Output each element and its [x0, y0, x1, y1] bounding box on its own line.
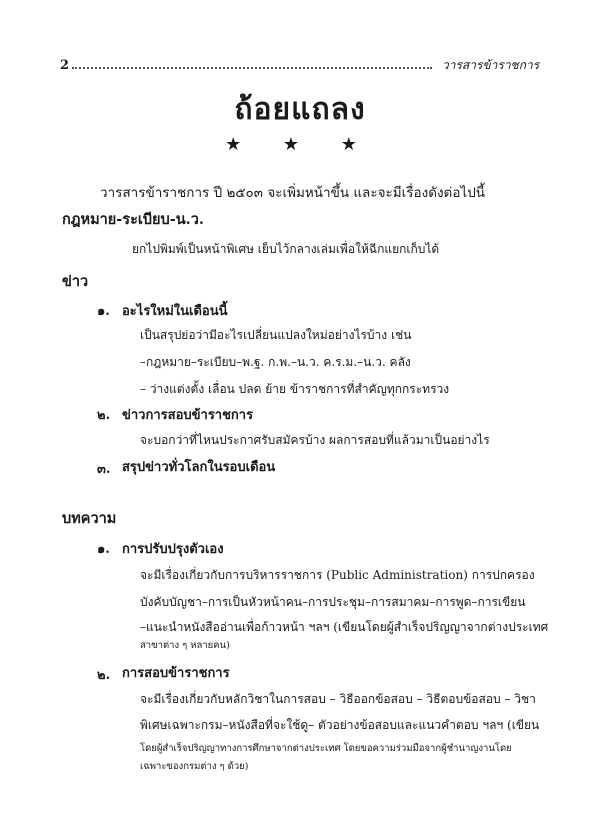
article-item-note: สาขาต่าง ๆ หลายคน) — [140, 640, 230, 651]
intro-text: วารสารข้าราชการ ปี ๒๕๐๓ จะเพิ่มหน้าขึ้น และจะมีเรื่องดังต่อไปนี้ — [100, 185, 486, 201]
news-item-title: อะไรใหม่ในเดือนนี้ — [122, 304, 228, 319]
law-heading: กฎหมาย-ระเบียบ-น.ว. — [62, 211, 204, 228]
article-item-line: บังคับบัญชา–การเป็นหัวหน้าคน–การประชุม–การสมาคม–การพูด–การเขียน — [140, 595, 526, 609]
page-number: 2 — [60, 58, 70, 73]
article-item-title: การสอบข้าราชการ — [122, 666, 230, 681]
article-item-number: ๒. — [97, 668, 111, 683]
news-item-line: จะบอกว่าที่ไหนประกาศรับสมัครบ้าง ผลการสอบที่แล้วมาเป็นอย่างไร — [140, 433, 490, 447]
running-title: วารสารข้าราชการ — [442, 58, 540, 72]
news-item-title: สรุปข่าวทั่วโลกในรอบเดือน — [122, 460, 276, 475]
article-item-note: เฉพาะของกรมต่าง ๆ ด้วย) — [140, 761, 249, 772]
header-dotted-rule — [72, 67, 432, 69]
law-text: ยกไปพิมพ์เป็นหน้าพิเศษ เย็บไว้กลางเล่มเพื่อให้ฉีกแยกเก็บได้ — [132, 242, 440, 256]
news-item-number: ๒. — [97, 408, 111, 423]
articles-heading: บทความ — [62, 510, 117, 527]
news-item-title: ข่าวการสอบข้าราชการ — [122, 408, 254, 423]
news-heading: ข่าว — [62, 273, 89, 290]
article-item-note: โดยผู้สำเร็จปริญญาทางการศึกษาจากต่างประเทศ โดยขอความร่วมมือจากผู้ชำนาญงานโดย — [140, 743, 512, 754]
page-title: ถ้อยแถลง — [234, 92, 366, 127]
news-item-line: –กฎหมาย–ระเบียบ–พ.ฐ. ก.พ.–น.ว. ค.ร.ม.–น.ว. คลัง — [140, 355, 411, 369]
news-item-line: – ว่างแต่งตั้ง เลื่อน ปลด ย้าย ข้าราชการที่สำคัญทุกกระทรวง — [140, 382, 450, 396]
news-item-line: เป็นสรุปย่อว่ามีอะไรเปลี่ยนแปลงใหม่อย่างไรบ้าง เช่น — [140, 328, 412, 342]
news-item-number: ๓. — [97, 462, 111, 477]
star-ornament: ★ ★ ★ — [225, 134, 375, 155]
news-item-number: ๑. — [97, 304, 110, 319]
article-item-line: จะมีเรื่องเกี่ยวกับหลักวิชาในการสอบ – วิธีออกข้อสอบ – วิธีตอบข้อสอบ – วิชา — [140, 692, 536, 706]
article-item-line: พิเศษเฉพาะกรม–หนังสือที่จะใช้ดู– ตัวอย่างข้อสอบและแนวคำตอบ ฯลฯ (เขียน — [140, 718, 540, 732]
article-item-title: การปรับปรุงตัวเอง — [122, 542, 224, 557]
article-item-number: ๑. — [97, 542, 110, 557]
article-item-line: จะมีเรื่องเกี่ยวกับการบริหารราชการ (Public Administration) การปกครอง — [140, 568, 535, 582]
article-item-line: –แนะนำหนังสืออ่านเพื่อก้าวหน้า ฯลฯ (เขียนโดยผู้สำเร็จปริญญาจากต่างประเทศ — [140, 620, 549, 634]
